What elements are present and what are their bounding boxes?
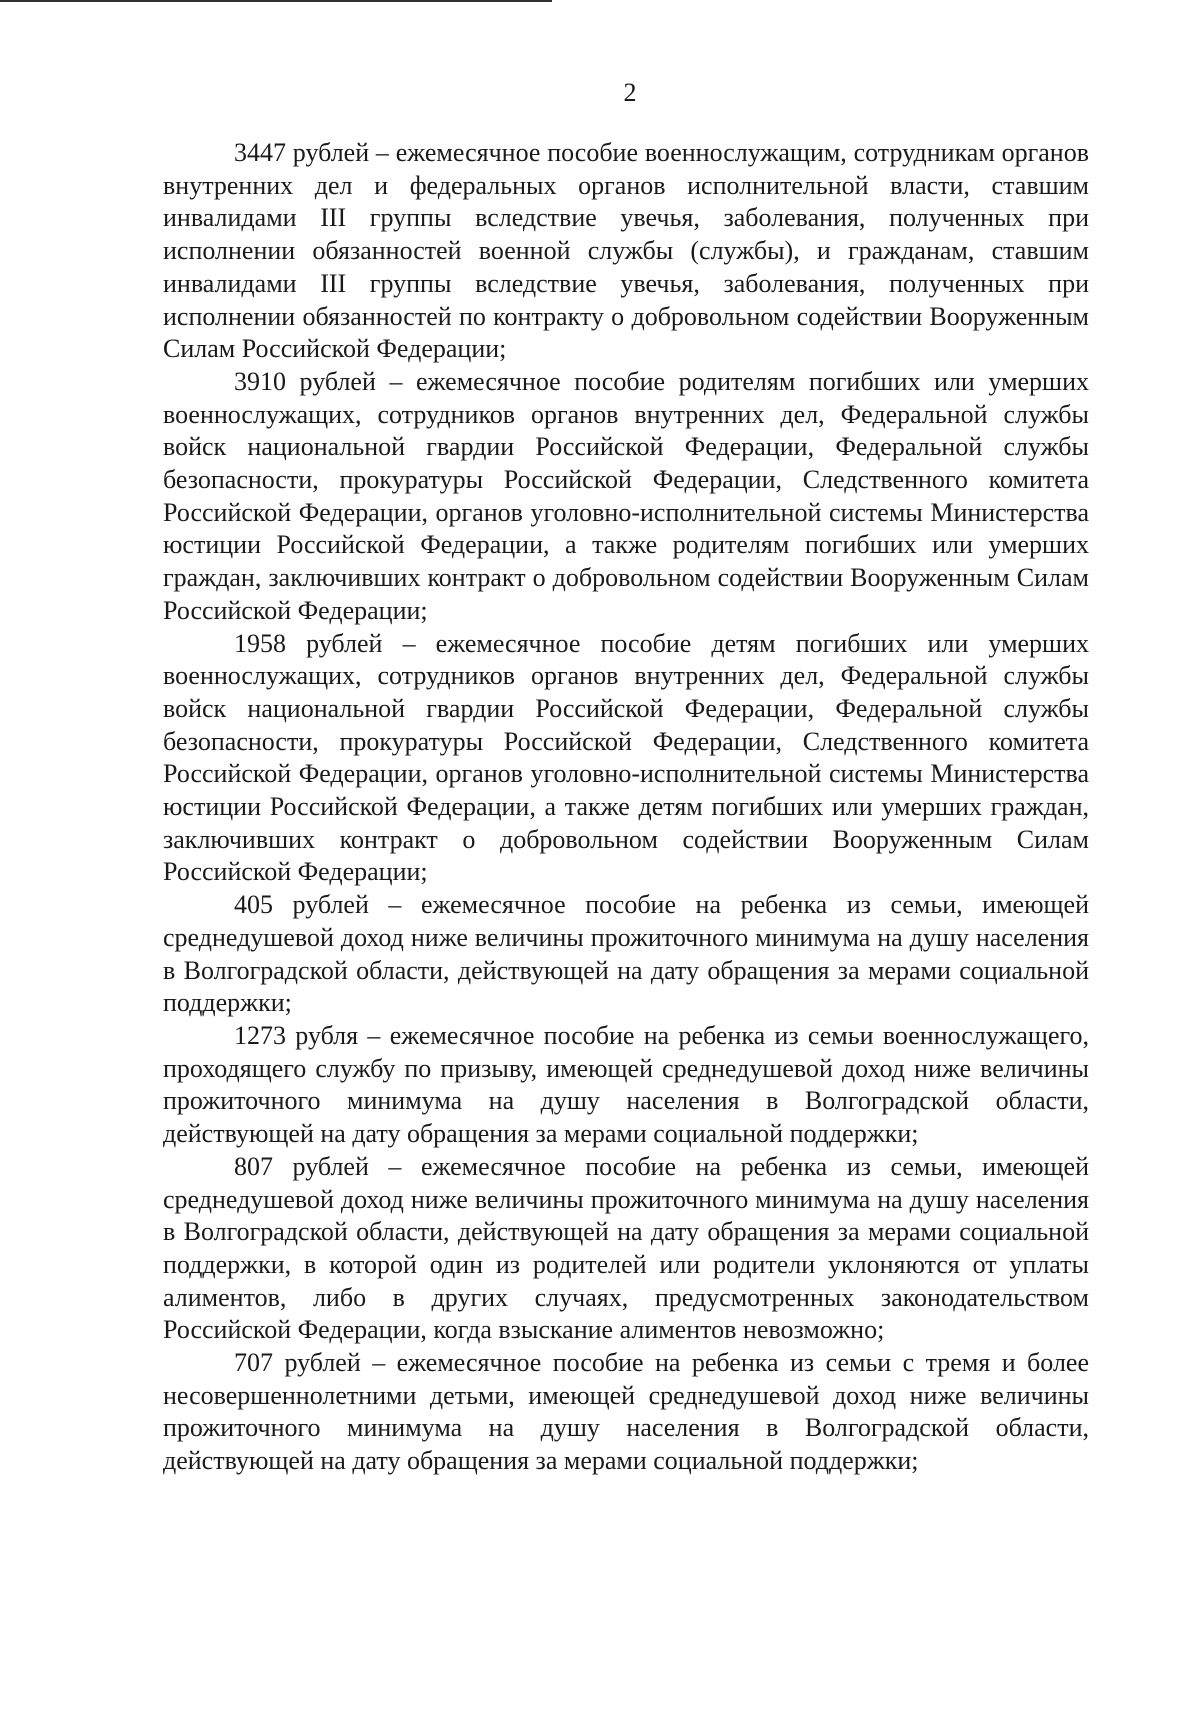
paragraph-707: 707 рублей – ежемесячное пособие на ребенка из семьи с тремя и более несовершеннолетними детьми, имеющей среднедушевой доход ниже величины прожиточного минимума на душу населения в Волгоградской области, действующей на дату обращения за мерами социальной поддержки; xyxy=(163,1348,1089,1476)
paragraph-3447: 3447 рублей – ежемесячное пособие военнослужащим, сотрудникам органов внутренних дел и федеральных органов исполнительной власти, ставшим инвалидами III группы вследствие увечья, заболевания, полученных при исполнении обязанностей военной службы (службы), и гражданам, ставшим инвалидами III группы вследствие увечья, заболевания, полученных при исполнении обязанностей по контракту о добровольном содействии Вооруженным Силам Российской Федерации; xyxy=(163,138,1089,364)
paragraph-1273: 1273 рубля – ежемесячное пособие на ребенка из семьи военнослужащего, проходящего службу по призыву, имеющей среднедушевой доход ниже величины прожиточного минимума на душу населения в Волгоградской области, действующей на дату обращения за мерами социальной поддержки; xyxy=(163,1020,1089,1149)
paragraph-807: 807 рублей – ежемесячное пособие на ребенка из семьи, имеющей среднедушевой доход ниже величины прожиточного минимума на душу населения в Волгоградской области, действующей на дату обращения за мерами социальной поддержки, в которой один из родителей или родители уклоняются от уплаты алиментов, либо в других случаях, предусмотренных законодательством Российской Федерации, когда взыскание алиментов невозможно; xyxy=(163,1151,1089,1345)
paragraph-1958: 1958 рублей – ежемесячное пособие детям погибших или умерших военнослужащих, сотрудников органов внутренних дел, Федеральной службы войск национальной гвардии Российской Федерации, Федеральной службы безопасности, прокуратуры Российской Федерации, Следственного комитета Российской Федерации, органов уголовно-исполнительной системы Министерства юстиции Российской Федерации, а также детям погибших или умерших граждан, заключивших контракт о добровольном содействии Вооруженным Силам Российской Федерации; xyxy=(163,628,1089,887)
top-rule xyxy=(0,0,552,2)
paragraph-3910: 3910 рублей – ежемесячное пособие родителям погибших или умерших военнослужащих, сотрудников органов внутренних дел, Федеральной службы войск национальной гвардии Российской Федерации, Федеральной службы безопасности, прокуратуры Российской Федерации, Следственного комитета Российской Федерации, органов уголовно-исполнительной системы Министерства юстиции Российской Федерации, а также родителям погибших или умерших граждан, заключивших контракт о добровольном содействии Вооруженным Силам Российской Федерации; xyxy=(163,366,1089,625)
document-body xyxy=(163,137,1089,1478)
paragraph-405: 405 рублей – ежемесячное пособие на ребенка из семьи, имеющей среднедушевой доход ниже величины прожиточного минимума на душу населения в Волгоградской области, действующей на дату обращения за мерами социальной поддержки; xyxy=(163,890,1089,1018)
page-number: 2 xyxy=(623,78,637,107)
